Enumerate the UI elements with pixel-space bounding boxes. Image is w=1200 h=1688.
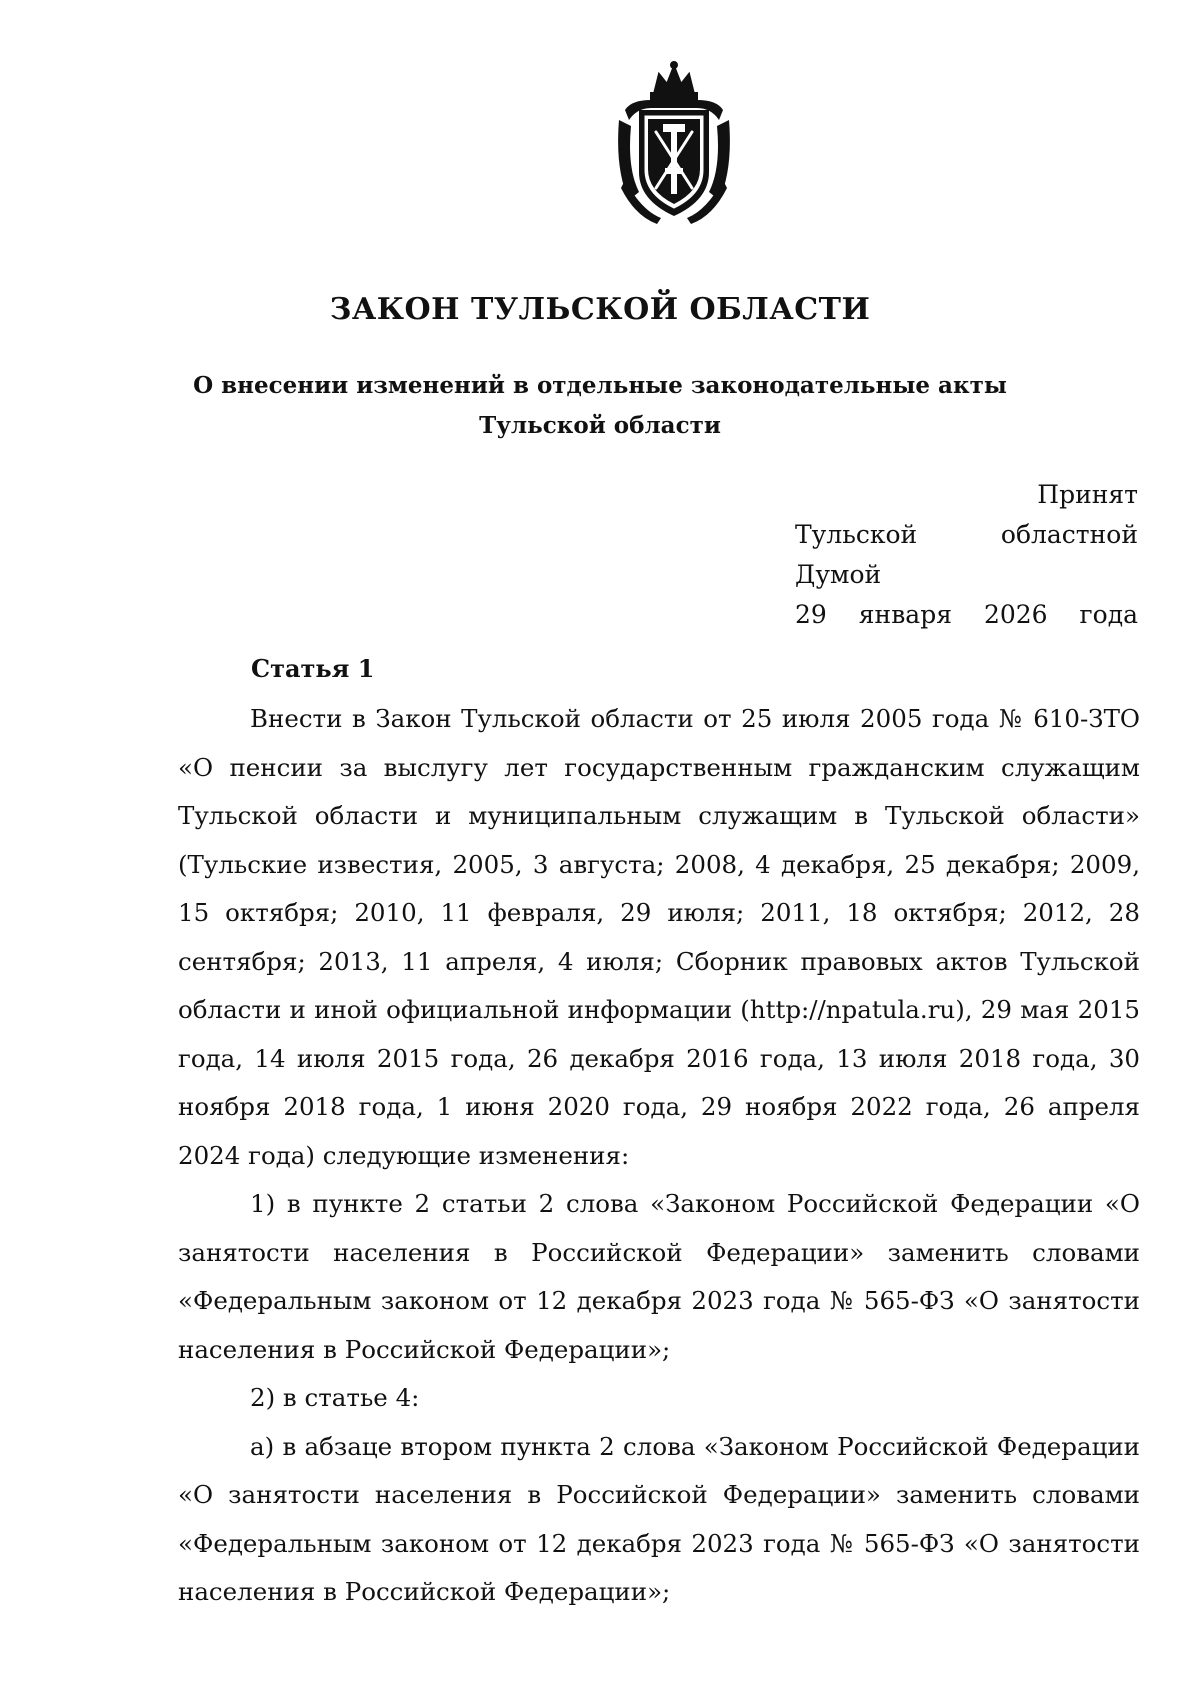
adoption-line: Принят: [1037, 480, 1138, 509]
article-body: [178, 695, 1140, 1617]
subtitle-line: Тульской области: [479, 412, 721, 439]
adoption-block: [795, 475, 1138, 635]
tula-coat-of-arms-icon: [611, 60, 737, 228]
adoption-line: Тульской областной Думой: [795, 520, 1138, 589]
adoption-date: 29 января 2026 года: [795, 600, 1138, 629]
article-paragraph: 1) в пункте 2 статьи 2 слова «Законом Российской Федерации «О занятости населения в Российской Федерации» заменить словами «Федеральным законом от 12 декабря 2023 года № 565-ФЗ «О занятости населения в Российской Федерации»;: [178, 1189, 1140, 1364]
article-paragraph: 2) в статье 4:: [250, 1383, 420, 1412]
document-subtitle: [0, 366, 1200, 446]
article-heading: Статья 1: [251, 654, 375, 683]
document-title: ЗАКОН ТУЛЬСКОЙ ОБЛАСТИ: [329, 292, 871, 327]
subtitle-line: О внесении изменений в отдельные законодательные акты: [193, 372, 1007, 399]
article-paragraph: а) в абзаце втором пункта 2 слова «Законом Российской Федерации «О занятости населения в Российской Федерации» заменить словами «Федеральным законом от 12 декабря 2023 года № 565-ФЗ «О занятости населения в Российской Федерации»;: [178, 1431, 1140, 1606]
article-paragraph: Внести в Закон Тульской области от 25 июля 2005 года № 610-ЗТО «О пенсии за выслугу лет государственным гражданским служащим Тульской области и муниципальным служащим в Тульской области» (Тульские известия, 2005, 3 августа; 2008, 4 декабря, 25 декабря; 2009, 15 октября; 2010, 11 февраля, 29 июля; 2011, 18 октября; 2012, 28 сентября; 2013, 11 апреля, 4 июля; Сборник правовых актов Тульской области и иной официальной информации (http://npatula.ru), 29 мая 2015 года, 14 июля 2015 года, 26 декабря 2016 года, 13 июля 2018 года, 30 ноября 2018 года, 1 июня 2020 года, 29 ноября 2022 года, 26 апреля 2024 года) следующие изменения:: [178, 704, 1140, 1170]
